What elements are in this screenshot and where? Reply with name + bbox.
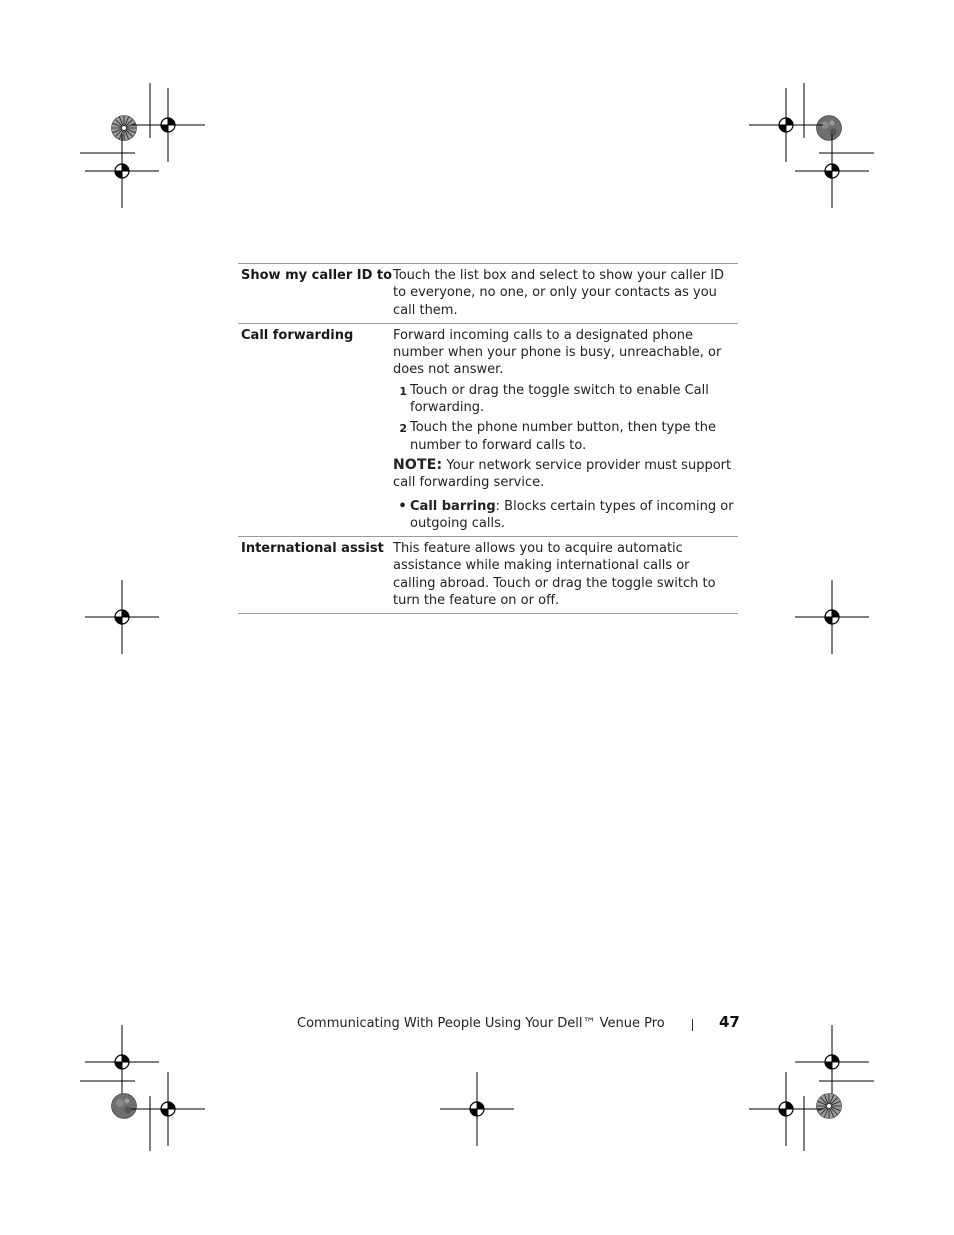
setting-term: Show my caller ID to xyxy=(241,268,393,283)
page-number: 47 xyxy=(719,1013,740,1031)
footer-title: Communicating With People Using Your Dell™ Venue Pro xyxy=(297,1016,665,1031)
table-row xyxy=(238,324,738,537)
step-item xyxy=(393,419,735,454)
note-text: Your network service provider must support call forwarding service. xyxy=(393,457,732,491)
bullet-list xyxy=(393,498,735,533)
table-row xyxy=(238,537,738,614)
footer-divider xyxy=(692,1019,693,1031)
step-number: 1 xyxy=(399,384,407,398)
step-number: 2 xyxy=(399,422,407,436)
setting-description xyxy=(393,267,735,319)
table-row xyxy=(238,264,738,324)
step-list xyxy=(393,382,735,454)
description-text: Touch the list box and select to show your caller ID to everyone, no one, or only your contacts as you call them. xyxy=(393,268,725,318)
bullet-icon: • xyxy=(398,498,407,514)
bullet-term: Call barring xyxy=(410,498,496,514)
description-text: This feature allows you to acquire automatic assistance while making international calls or calling abroad. Touch or drag the toggle switch to turn the feature on or off. xyxy=(393,541,716,609)
setting-term: International assist xyxy=(241,541,384,557)
step-text: Touch the phone number button, then type the number to forward calls to. xyxy=(410,420,716,453)
setting-description xyxy=(393,327,735,532)
settings-table xyxy=(238,263,738,614)
bullet-text xyxy=(410,498,735,533)
step-item xyxy=(393,382,735,417)
setting-description xyxy=(393,540,735,609)
note xyxy=(393,457,735,492)
setting-term: Call forwarding xyxy=(241,327,354,343)
bullet-item xyxy=(393,498,735,533)
description-text: Forward incoming calls to a designated phone number when your phone is busy, unreachable, or does not answer. xyxy=(393,327,722,378)
step-text: Touch or drag the toggle switch to enable Call forwarding. xyxy=(410,382,709,416)
bullet-description: : Blocks certain types of incoming or outgoing calls. xyxy=(410,498,734,531)
note-label: NOTE: xyxy=(393,456,443,473)
